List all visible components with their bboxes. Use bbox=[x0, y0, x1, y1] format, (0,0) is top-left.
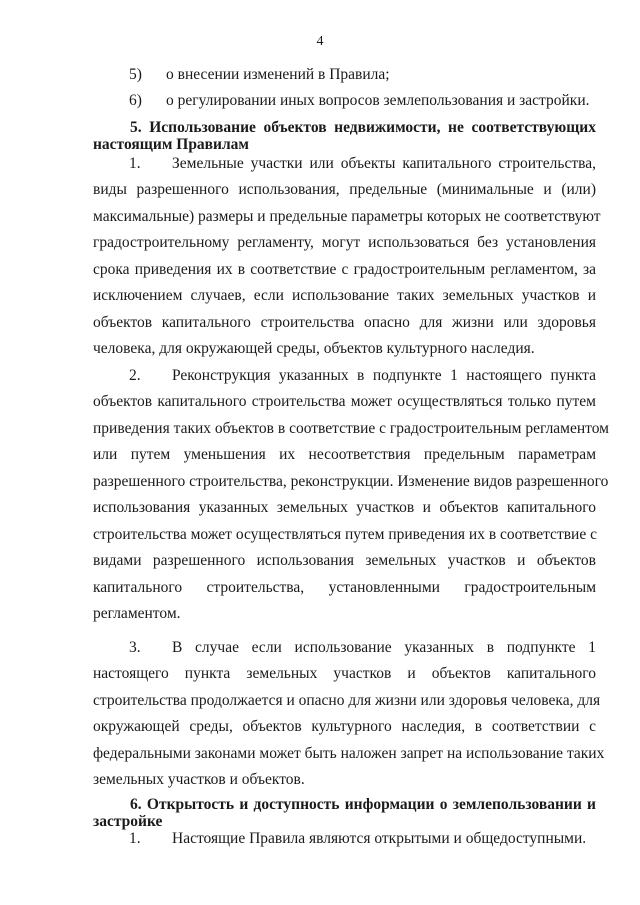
paragraph-line: градостроительному регламенту, могут использоваться без установления bbox=[93, 234, 596, 251]
section-5-heading bbox=[93, 119, 596, 153]
paragraph-line: Земельные участки или объекты капитального строительства, bbox=[172, 155, 596, 172]
paragraph-line: использования указанных земельных участков и объектов капитального bbox=[93, 499, 596, 516]
paragraph-line: окружающей среды, объектов культурного наследия, в соответствии с bbox=[93, 718, 596, 735]
paragraph-line: строительства может осуществляться путем приведения их в соответствие с bbox=[93, 526, 597, 543]
paragraph-line: федеральными законами может быть наложен запрет на использование таких bbox=[93, 745, 605, 762]
paragraph-line: Настоящие Правила являются открытыми и общедоступными. bbox=[172, 830, 587, 847]
list-item-text: о регулировании иных вопросов землепользования и застройки. bbox=[166, 92, 590, 109]
paragraph-line: Реконструкция указанных в подпункте 1 настоящего пункта bbox=[172, 367, 596, 384]
list-item-text: о внесении изменений в Правила; bbox=[166, 66, 390, 83]
paragraph-line: максимальные) размеры и предельные параметры которых не соответствуют bbox=[93, 208, 601, 225]
paragraph-line: или путем уменьшения их несоответствия предельным параметрам bbox=[93, 446, 596, 463]
page-number: 4 bbox=[316, 34, 324, 49]
paragraph-line: человека, для окружающей среды, объектов культурного наследия. bbox=[93, 340, 535, 357]
paragraph-line: строительства продолжается и опасно для жизни или здоровья человека, для bbox=[93, 692, 601, 709]
paragraph-line: капитального строительства, установленными градостроительным bbox=[93, 579, 596, 596]
section-6-heading-line1: 6. Открытость и доступность информации о землепользовании и bbox=[130, 796, 596, 813]
paragraph-line: настоящего пункта земельных участков и объектов капитального bbox=[93, 665, 596, 682]
paragraph-number: 2. bbox=[129, 367, 141, 384]
list-item-number: 5) bbox=[129, 66, 142, 83]
section-6-heading-line2: застройке bbox=[93, 813, 163, 830]
paragraph-line: разрешенного строительства, реконструкции. Изменение видов разрешенного bbox=[93, 473, 609, 490]
paragraph-line: виды разрешенного использования, предельные (минимальные и (или) bbox=[93, 181, 596, 198]
paragraph-line: объектов капитального строительства может осуществляться только путем bbox=[93, 393, 596, 410]
paragraph-line: видами разрешенного использования земельных участков и объектов bbox=[93, 552, 596, 569]
paragraph-line: срока приведения их в соответствие с градостроительным регламентом, за bbox=[93, 261, 596, 278]
list-item-number: 6) bbox=[129, 92, 142, 109]
paragraph-line: регламентом. bbox=[93, 605, 181, 622]
paragraph-line: земельных участков и объектов. bbox=[93, 771, 305, 788]
paragraph-number: 1. bbox=[129, 830, 141, 847]
section-6-heading bbox=[93, 796, 596, 830]
section-5-heading-line1: 5. Использование объектов недвижимости, не соответствующих bbox=[130, 119, 596, 136]
section-5-heading-line2: настоящим Правилам bbox=[93, 136, 249, 153]
paragraph-line: объектов капитального строительства опасно для жизни или здоровья bbox=[93, 314, 596, 331]
paragraph-line: исключением случаев, если использование таких земельных участков и bbox=[93, 287, 596, 304]
paragraph-line: приведения таких объектов в соответствие с градостроительным регламентом bbox=[93, 420, 609, 437]
paragraph-number: 1. bbox=[129, 155, 141, 172]
paragraph-line: В случае если использование указанных в подпункте 1 bbox=[172, 639, 596, 656]
paragraph-number: 3. bbox=[129, 639, 141, 656]
